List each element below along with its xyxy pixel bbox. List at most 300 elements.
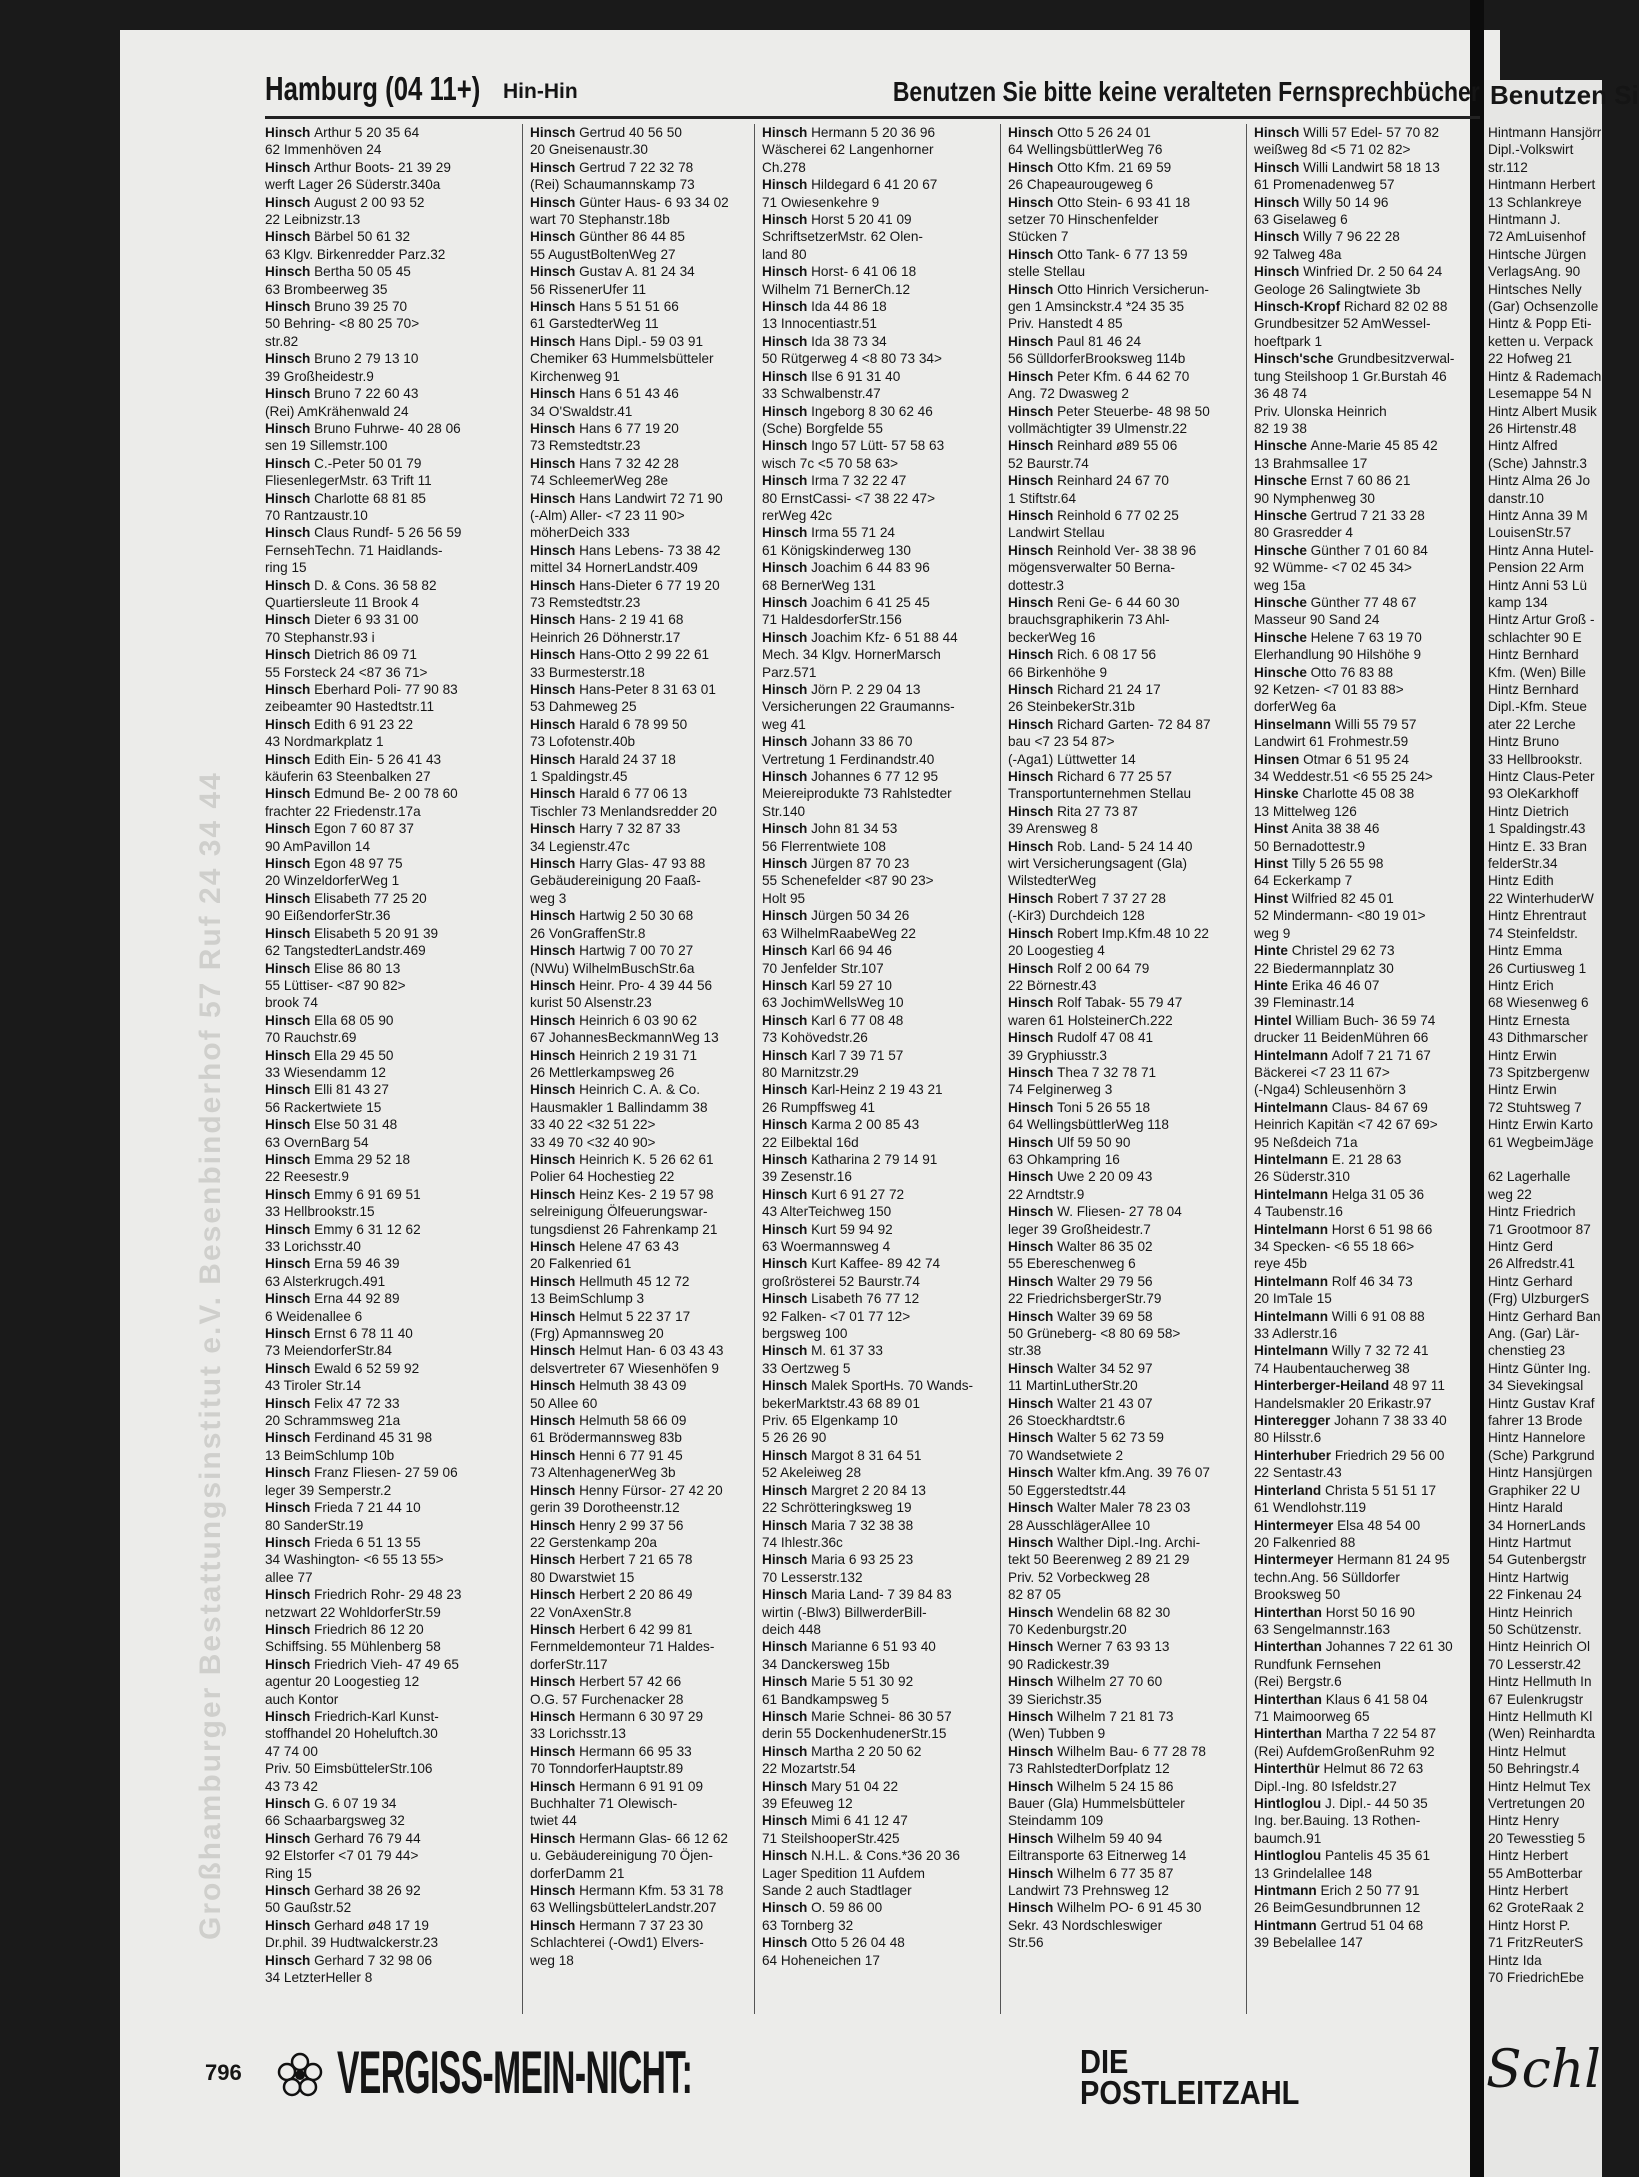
- next-page-line: Hintsches Nelly: [1488, 281, 1582, 297]
- listing-surname: Hinsch: [265, 1952, 315, 1968]
- next-page-line: 20 Tewesstieg 5: [1488, 1830, 1586, 1846]
- listing-surname: Hinsch: [762, 1343, 812, 1359]
- listing-entry: [1008, 246, 1258, 263]
- listing-surname: Hintelmann: [1254, 1047, 1332, 1063]
- listing-text: Wilhelm 5 24 15 86: [1057, 1778, 1174, 1794]
- listing-entry: [1254, 1221, 1504, 1238]
- listing-surname: Hinsch: [762, 1778, 812, 1794]
- listing-text: Peter Kfm. 6 44 62 70: [1057, 368, 1190, 384]
- listing-text: Harald 24 37 18: [579, 751, 676, 767]
- listing-entry: [762, 559, 1012, 576]
- listing-surname: Hinsch: [762, 1378, 812, 1394]
- listing-text: 48 97 11: [1392, 1378, 1445, 1394]
- listing-entry: [530, 1482, 780, 1499]
- next-page-line: 26 Hirtenstr.48: [1488, 420, 1577, 436]
- listing-entry: [530, 1203, 780, 1220]
- listing-entry: [762, 1743, 1012, 1760]
- listing-text: sen 19 Sillemstr.100: [265, 438, 388, 454]
- listing-entry: [1008, 751, 1258, 768]
- listing-text: Robert 7 37 27 28: [1057, 890, 1166, 906]
- listing-text: Wilfried 82 45 01: [1291, 890, 1394, 906]
- listing-text: 73 Remstedtstr.23: [530, 594, 641, 610]
- listing-entry: [530, 1691, 780, 1708]
- listing-entry: [265, 1308, 515, 1325]
- next-page-line: Hintsche Jürgen: [1488, 246, 1587, 262]
- listing-entry: [1254, 1134, 1504, 1151]
- next-page-line: ater 22 Lerche: [1488, 716, 1576, 732]
- listing-entry: [265, 368, 515, 385]
- listing-entry: [762, 507, 1012, 524]
- next-page-line: Hintz Artur Groß -: [1488, 612, 1595, 628]
- listing-text: 34 Washington- <6 55 13 55>: [265, 1552, 444, 1568]
- next-page-line: (Sche) Parkgrund: [1488, 1447, 1595, 1463]
- listing-entry: [1008, 524, 1258, 541]
- listing-entry: [762, 1569, 1012, 1586]
- listing-text: Edith 6 91 23 22: [314, 716, 414, 732]
- next-page-line: 43 Dithmarscher: [1488, 1030, 1588, 1046]
- listing-entry: [530, 1569, 780, 1586]
- listing-entry: [265, 646, 515, 663]
- listing-entry: [1008, 194, 1258, 211]
- listing-surname: Hinsch: [265, 1360, 315, 1376]
- listing-surname: Hinsch: [1008, 194, 1058, 210]
- listing-text: 52 Mindermann- <80 19 01>: [1254, 908, 1426, 924]
- listing-entry: [265, 124, 515, 141]
- listing-entry: [762, 942, 1012, 959]
- listing-entry: [265, 176, 515, 193]
- listing-entry: [530, 994, 780, 1011]
- listing-text: 39 Bebelallee 147: [1254, 1935, 1363, 1951]
- listing-text: 33 Wiesendamm 12: [265, 1064, 386, 1080]
- listing-text: Erna 59 46 39: [314, 1256, 400, 1272]
- listing-entry: [530, 559, 780, 576]
- listing-entry: [1008, 855, 1258, 872]
- listing-text: 33 Burmesterstr.18: [530, 664, 645, 680]
- listing-surname: Hinsch: [265, 1621, 315, 1637]
- listing-entry: [1254, 298, 1504, 315]
- listing-entry: [1254, 1377, 1504, 1394]
- listing-surname: Hinsch: [762, 769, 812, 785]
- listing-text: setzer 70 Hinschenfelder: [1008, 212, 1159, 228]
- listing-surname: Hinsch: [762, 1708, 812, 1724]
- listing-text: 92 Wümme- <7 02 45 34>: [1254, 560, 1412, 576]
- listing-text: werft Lager 26 Süderstr.340a: [265, 177, 441, 193]
- listing-entry: [265, 141, 515, 158]
- listing-entry: [1008, 681, 1258, 698]
- listing-text: Ang. 72 Dwasweg 2: [1008, 386, 1129, 402]
- listing-entry: [530, 1517, 780, 1534]
- listing-text: WilstedterWeg: [1008, 873, 1097, 889]
- forget-me-not-flower-icon: [275, 2050, 325, 2100]
- next-page-line: Hintz Alfred: [1488, 438, 1558, 454]
- listing-entry: [530, 507, 780, 524]
- listing-entry: [1254, 1708, 1504, 1725]
- listing-entry: [265, 1029, 515, 1046]
- listing-text: 22 Mozartstr.54: [762, 1761, 856, 1777]
- next-page-line: Hintz Harald: [1488, 1500, 1563, 1516]
- listing-text: Karl 6 77 08 48: [811, 1012, 904, 1028]
- listing-text: 39 Fleminastr.14: [1254, 995, 1355, 1011]
- listing-entry: [762, 1656, 1012, 1673]
- listing-text: Hans Landwirt 72 71 90: [579, 490, 723, 506]
- listing-text: 34 Weddestr.51 <6 55 25 24>: [1254, 769, 1433, 785]
- listing-surname: Hinsch: [530, 1308, 580, 1324]
- listing-entry: [762, 194, 1012, 211]
- listing-entry: [530, 368, 780, 385]
- listing-surname: Hinsche: [1254, 438, 1311, 454]
- listing-entry: [1254, 1760, 1504, 1777]
- listing-entry: [1008, 350, 1258, 367]
- listing-entry: [1254, 820, 1504, 837]
- listing-text: Ida 44 86 18: [811, 299, 887, 315]
- listing-entry: [1008, 1899, 1258, 1916]
- next-page-line: 1 Spaldingstr.43: [1488, 821, 1586, 837]
- listing-entry: [762, 1847, 1012, 1864]
- name-range: Hin-Hin: [503, 80, 578, 103]
- listing-surname: Hinsch: [265, 1082, 315, 1098]
- listing-text: weg 3: [530, 890, 567, 906]
- listing-text: 22 Arndtstr.9: [1008, 1186, 1085, 1202]
- listing-entry: [1008, 298, 1258, 315]
- listing-text: Marianne 6 51 93 40: [811, 1639, 936, 1655]
- listing-entry: [530, 698, 780, 715]
- listing-surname: Hintmann: [1254, 1917, 1321, 1933]
- listing-text: Reinhold 6 77 02 25: [1057, 507, 1179, 523]
- next-page-script-ad: Schl: [1486, 2040, 1601, 2100]
- listing-entry: [1008, 1865, 1258, 1882]
- listing-entry: [762, 1551, 1012, 1568]
- listing-entry: [1254, 1464, 1504, 1481]
- listing-text: 50 Rütgerweg 4 <8 80 73 34>: [762, 351, 942, 367]
- listing-entry: [1008, 263, 1258, 280]
- listing-entry: [265, 1360, 515, 1377]
- listing-text: agentur 20 Loogestieg 12: [265, 1674, 420, 1690]
- listing-surname: Hinsch: [762, 594, 812, 610]
- listing-text: (-Kir3) Durchdeich 128: [1008, 908, 1145, 924]
- next-page-line: Pension 22 Arm: [1488, 560, 1584, 576]
- page-header: [265, 70, 1480, 110]
- listing-entry: [530, 298, 780, 315]
- listing-text: Landwirt 61 Frohmestr.59: [1254, 734, 1409, 750]
- listing-text: 90 AmPavillon 14: [265, 838, 371, 854]
- next-page-line: 73 Spitzbergenw: [1488, 1064, 1590, 1080]
- listing-entry: [762, 994, 1012, 1011]
- listing-surname: Hinsch: [530, 386, 580, 402]
- listing-text: gerin 39 Dorotheenstr.12: [530, 1500, 680, 1516]
- listing-entry: [1008, 733, 1258, 750]
- listing-text: M. 61 37 33: [811, 1343, 883, 1359]
- listing-entry: [265, 490, 515, 507]
- listing-text: Sande 2 auch Stadtlager: [762, 1883, 912, 1899]
- listing-text: Kurt 59 94 92: [811, 1221, 893, 1237]
- listing-text: 61 Brödermannsweg 83b: [530, 1430, 682, 1446]
- listing-text: Gebäudereinigung 20 Faaß-: [530, 873, 701, 889]
- listing-entry: [265, 907, 515, 924]
- listing-text: 63 Alsterkrugch.491: [265, 1273, 386, 1289]
- listing-text: Elisabeth 77 25 20: [314, 890, 427, 906]
- listing-entry: [530, 1047, 780, 1064]
- listing-surname: Hinsch: [530, 1587, 580, 1603]
- listing-entry: [265, 507, 515, 524]
- next-page-line: Hintmann Herbert: [1488, 177, 1596, 193]
- listing-text: baumch.91: [1254, 1830, 1322, 1846]
- listing-surname: Hinsch: [530, 333, 580, 349]
- listing-entry: [762, 1047, 1012, 1064]
- listing-text: Anne-Marie 45 85 42: [1310, 438, 1438, 454]
- listing-entry: [762, 1395, 1012, 1412]
- listing-entry: [265, 1708, 515, 1725]
- listing-text: 90 EißendorferStr.36: [265, 908, 391, 924]
- side-advertisement: [180, 140, 260, 1940]
- next-page-line: Hintmann J.: [1488, 212, 1561, 228]
- listing-entry: [1254, 141, 1504, 158]
- listing-text: Holt 95: [762, 890, 806, 906]
- listing-text: Grundbesitzverwal-: [1337, 351, 1455, 367]
- listing-entry: [265, 159, 515, 176]
- listing-entry: [530, 315, 780, 332]
- next-page-line: Hintz Bernhard: [1488, 682, 1579, 697]
- listing-text: Margret 2 20 84 13: [811, 1482, 926, 1498]
- listing-entry: [1254, 350, 1504, 367]
- next-page-line: Hintz Günter Ing.: [1488, 1360, 1591, 1376]
- listing-text: 61 Bandkampsweg 5: [762, 1691, 889, 1707]
- listing-surname: Hinsch: [530, 542, 580, 558]
- listing-entry: [1254, 1899, 1504, 1916]
- listing-entry: [762, 1064, 1012, 1081]
- listing-text: Walter 39 69 58: [1057, 1308, 1153, 1324]
- listing-text: Lisabeth 76 77 12: [811, 1291, 920, 1307]
- listing-surname: Hinsch: [1008, 1708, 1058, 1724]
- listing-entry: [1254, 176, 1504, 193]
- listing-surname: Hinsch: [265, 125, 315, 140]
- listing-entry: [1008, 559, 1258, 576]
- next-page-line: Hintz Erwin Karto: [1488, 1117, 1594, 1133]
- listing-surname: Hinsch: [762, 1221, 812, 1237]
- listing-surname: Hinst: [1254, 890, 1292, 906]
- listing-entry: [1008, 1360, 1258, 1377]
- listing-entry: [762, 455, 1012, 472]
- listing-surname: Hinsche: [1254, 542, 1311, 558]
- listing-entry: [1008, 1604, 1258, 1621]
- listing-text: Walter 5 62 73 59: [1057, 1430, 1164, 1446]
- listing-surname: Hinsch: [265, 1012, 315, 1028]
- listing-text: 1 Spaldingstr.45: [530, 769, 628, 785]
- listing-entry: [265, 1865, 515, 1882]
- listing-entry: [265, 1429, 515, 1446]
- listing-surname: Hinsch: [530, 455, 580, 471]
- listing-entry: [265, 960, 515, 977]
- listing-surname: Hinsch: [1254, 264, 1304, 280]
- listing-entry: [1008, 768, 1258, 785]
- listing-entry: [1008, 890, 1258, 907]
- listing-entry: [762, 577, 1012, 594]
- listing-entry: [1254, 1586, 1504, 1603]
- listing-surname: Hinsch: [762, 403, 812, 419]
- listing-entry: [530, 1499, 780, 1516]
- listing-surname: Hinsch: [265, 1151, 315, 1167]
- listing-text: 95 Neßdeich 71a: [1254, 1134, 1358, 1150]
- listing-entry: [265, 1551, 515, 1568]
- listing-text: Emmy 6 31 12 62: [314, 1221, 421, 1237]
- listing-text: Karl 59 27 10: [811, 977, 892, 993]
- listing-surname: Hinsch: [265, 1395, 315, 1411]
- listing-text: Transportunternehmen Stellau: [1008, 786, 1192, 802]
- listing-text: Walther Dipl.-Ing. Archi-: [1057, 1534, 1201, 1550]
- next-page-line: 33 Hellbrookstr.: [1488, 751, 1583, 767]
- listing-text: Helene 47 63 43: [579, 1239, 679, 1254]
- listing-text: Elisabeth 5 20 91 39: [314, 925, 439, 941]
- next-page-line: Hintz Ehrentraut: [1488, 908, 1587, 924]
- listing-entry: [762, 751, 1012, 768]
- listing-entry: [265, 455, 515, 472]
- listing-entry: [265, 1238, 515, 1255]
- listing-text: 70 Wandsetwiete 2: [1008, 1447, 1124, 1463]
- listing-surname: Hinsch: [265, 525, 315, 541]
- listing-surname: Hinte: [1254, 943, 1292, 959]
- listing-text: 22 Schrötteringksweg 19: [762, 1500, 912, 1516]
- listing-text: wirtin (-Blw3) BillwerderBill-: [762, 1604, 927, 1620]
- listing-surname: Hinsch: [530, 908, 580, 924]
- listing-entry: [530, 263, 780, 280]
- listing-text: Frieda 6 51 13 55: [314, 1534, 421, 1550]
- listing-text: D. & Cons. 36 58 82: [314, 577, 437, 593]
- listing-text: Hartwig 2 50 30 68: [579, 908, 694, 924]
- listing-text: zeibeamter 90 Hastedtstr.11: [265, 699, 435, 715]
- listing-entry: [1008, 507, 1258, 524]
- listing-surname: Hinsch: [265, 1796, 315, 1811]
- listing-text: Wilhelm 59 40 94: [1057, 1830, 1163, 1846]
- listing-entry: [265, 1012, 515, 1029]
- listing-surname: Hinsche: [1254, 507, 1311, 523]
- listing-entry: [530, 211, 780, 228]
- listing-text: Landwirt 73 Prehnsweg 12: [1008, 1883, 1169, 1899]
- listing-text: 73 Kohövedstr.26: [762, 1030, 868, 1046]
- next-page-line: Hintz E. 33 Bran: [1488, 838, 1587, 854]
- listing-entry: [265, 785, 515, 802]
- listing-text: Werner 7 63 93 13: [1057, 1639, 1170, 1655]
- listing-entry: [1254, 1186, 1504, 1203]
- listing-surname: Hinsch: [762, 1082, 812, 1098]
- listing-text: Ring 15: [265, 1865, 312, 1881]
- next-page-line: 71 FritzReuterS: [1488, 1935, 1584, 1951]
- listing-entry: [1008, 698, 1258, 715]
- listing-entry: [265, 228, 515, 245]
- listing-entry: [762, 263, 1012, 280]
- listing-entry: [1008, 159, 1258, 176]
- listing-entry: [1254, 1360, 1504, 1377]
- listing-text: N.H.L. & Cons.*36 20 36: [811, 1848, 960, 1864]
- listing-entry: [762, 472, 1012, 489]
- listing-entry: [762, 872, 1012, 889]
- next-page-line: 62 GroteRaak 2: [1488, 1900, 1584, 1916]
- listing-text: 71 Maimoorweg 65: [1254, 1708, 1370, 1724]
- listing-surname: Hinsch: [265, 1047, 315, 1063]
- listing-text: weißweg 8d <5 71 02 82>: [1254, 142, 1411, 158]
- listing-surname: Hintelmann: [1254, 1221, 1332, 1237]
- listing-text: Hildegard 6 41 20 67: [811, 177, 938, 193]
- listing-text: Anita 38 38 46: [1291, 821, 1380, 837]
- next-page-line: Hintz Claus-Peter: [1488, 769, 1595, 785]
- listing-text: Heinrich 26 Döhnerstr.17: [530, 629, 681, 645]
- listing-text: waren 61 HolsteinerCh.222: [1008, 1012, 1173, 1028]
- listing-entry: [1254, 577, 1504, 594]
- listing-entry: [530, 1029, 780, 1046]
- next-page-line: Hintz Erwin: [1488, 1047, 1557, 1063]
- listing-text: weg 15a: [1254, 577, 1306, 593]
- next-page-line: 74 Steinfeldstr.: [1488, 925, 1578, 941]
- next-page-title: Benutzen Si: [1490, 80, 1639, 110]
- listing-entry: [1008, 420, 1258, 437]
- listing-entry: [265, 1290, 515, 1307]
- listing-text: Johann 33 86 70: [811, 734, 913, 750]
- listing-surname: Hinsche: [1254, 629, 1311, 645]
- listing-text: 73 MeiendorferStr.84: [265, 1343, 392, 1359]
- listing-text: Wilhelm PO- 6 91 45 30: [1057, 1900, 1202, 1916]
- listing-entry: [530, 942, 780, 959]
- listing-surname: Hinsch: [1008, 438, 1058, 454]
- listing-entry: [265, 577, 515, 594]
- listing-text: Maria 7 32 38 38: [811, 1517, 914, 1533]
- listing-entry: [1008, 1569, 1258, 1586]
- listing-text: 50 Eggerstedtstr.44: [1008, 1482, 1126, 1498]
- ad-subtitle-line-2: POSTLEITZAHL: [1080, 2074, 1300, 2111]
- listing-text: Marie Schnei- 86 30 57: [811, 1708, 952, 1724]
- listing-text: W. Fliesen- 27 78 04: [1057, 1204, 1182, 1220]
- listing-entry: [762, 838, 1012, 855]
- listing-surname: Hinsch: [530, 716, 580, 732]
- next-page-line: Graphiker 22 U: [1488, 1482, 1581, 1498]
- listing-surname: Hinsch: [530, 420, 580, 436]
- listing-text: dorferStr.117: [530, 1656, 608, 1672]
- listing-entry: [530, 350, 780, 367]
- listing-text: Walter 34 52 97: [1057, 1360, 1153, 1376]
- listing-text: bergsweg 100: [762, 1326, 848, 1342]
- listing-text: Gertrud 40 56 50: [579, 125, 682, 140]
- listing-entry: [1254, 1865, 1504, 1882]
- listing-entry: [1254, 664, 1504, 681]
- listing-surname: Hinsch: [1008, 1204, 1058, 1220]
- next-page-line: (Gar) Ochsenzolle: [1488, 299, 1599, 315]
- listing-surname: Hinsch: [1008, 1064, 1058, 1080]
- listing-entry: [1008, 1377, 1258, 1394]
- next-page-line: Hintz Emma: [1488, 943, 1563, 959]
- listing-entry: [1008, 437, 1258, 454]
- listing-surname: Hinsch: [1008, 281, 1058, 297]
- listing-text: 63 Sengelmannstr.163: [1254, 1621, 1391, 1637]
- listing-entry: [762, 524, 1012, 541]
- listing-entry: [265, 1952, 515, 1969]
- listing-entry: [1008, 1203, 1258, 1220]
- listing-text: 20 Loogestieg 4: [1008, 943, 1105, 959]
- listing-surname: Hintelmann: [1254, 1343, 1332, 1359]
- column-divider: [1246, 124, 1247, 2014]
- listing-surname: Hinsch: [530, 612, 580, 628]
- listing-entry: [1254, 1917, 1504, 1934]
- next-page-line: 26 Alfredstr.41: [1488, 1256, 1575, 1272]
- listing-entry: [265, 472, 515, 489]
- listing-entry: [1008, 1221, 1258, 1238]
- listing-entry: [1008, 368, 1258, 385]
- listing-text: (Rei) AufdemGroßenRuhm 92: [1254, 1743, 1435, 1759]
- next-page-line: 70 FriedrichEbe: [1488, 1970, 1584, 1986]
- listing-surname: Hinterthan: [1254, 1726, 1326, 1742]
- listing-entry: [1254, 1273, 1504, 1290]
- next-page-line: Hintz Anni 53 Lü: [1488, 577, 1587, 593]
- listing-entry: [762, 1865, 1012, 1882]
- listing-entry: [1254, 1795, 1504, 1812]
- listing-entry: [1254, 1412, 1504, 1429]
- listing-text: Karl 7 39 71 57: [811, 1047, 904, 1063]
